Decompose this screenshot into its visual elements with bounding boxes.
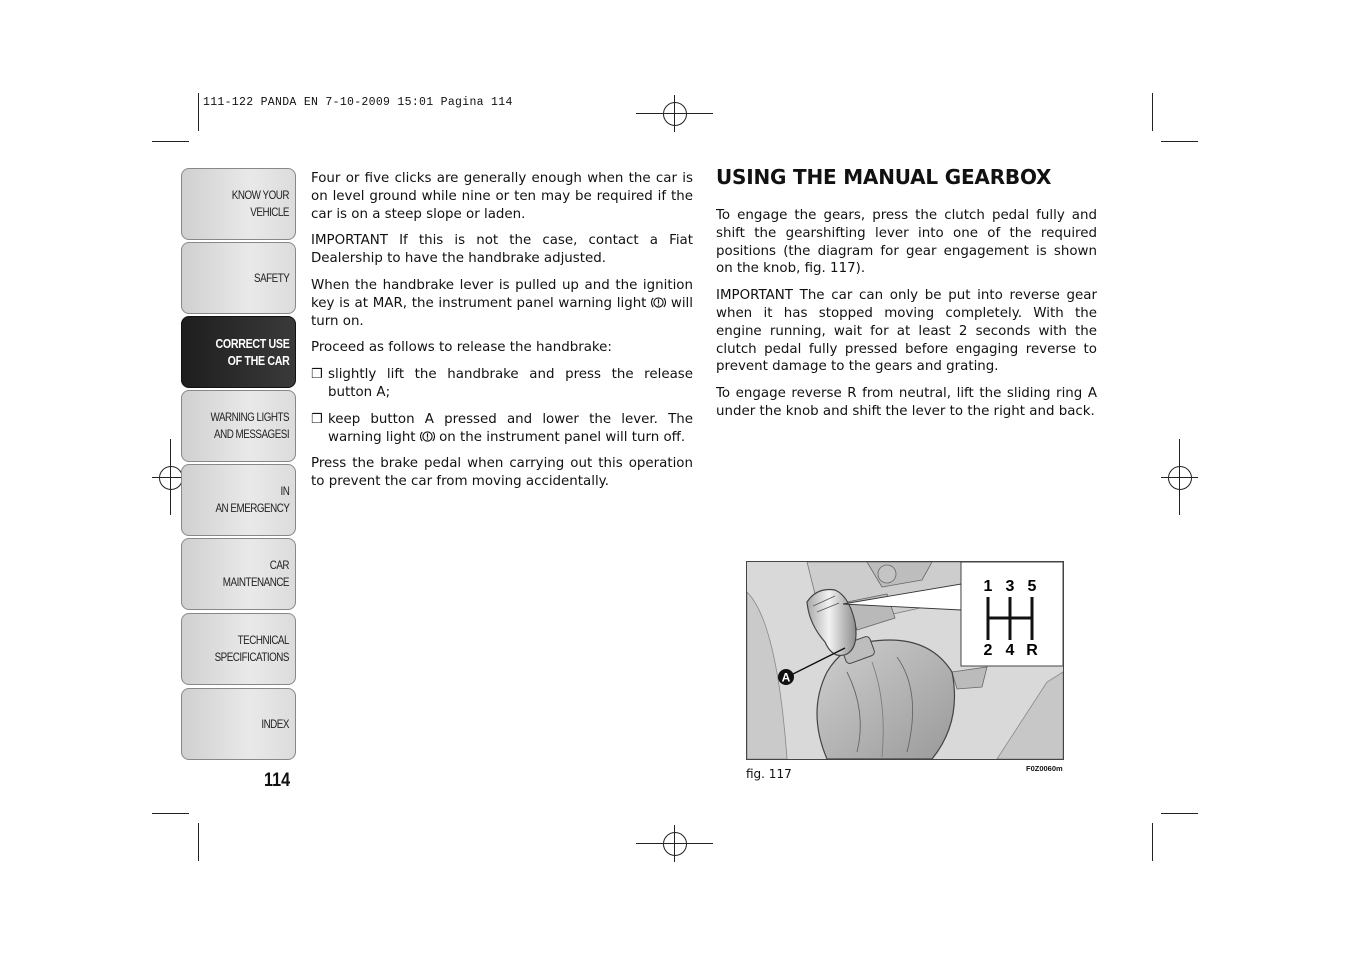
page-number: 114 <box>264 770 291 791</box>
left-column <box>311 170 693 500</box>
gearbox-figure <box>746 561 1064 760</box>
section-heading: USING THE MANUAL GEARBOX <box>716 165 1052 189</box>
figure-caption: fig. 117 <box>746 767 792 781</box>
tab-technical-specifications[interactable]: TECHNICAL SPECIFICATIONS <box>181 613 296 685</box>
paragraph: To engage the gears, press the clutch pedal fully and shift the gearshifting lever into one of the required positions (the diagram for gear engagement is shown on the knob, fig. 117). <box>716 208 1097 277</box>
paragraph: Four or five clicks are generally enough when the car is on level ground while nine or ten may be required if the car is on a steep slope or laden. <box>311 171 693 222</box>
paragraph: IMPORTANT The car can only be put into reverse gear when it has stopped moving completely. With the engine running, wait for at least 2 seconds with the clutch pedal fully pressed before engaging reverse to prevent damage to the gears and grating. <box>716 288 1097 375</box>
gear-label: R <box>1026 642 1038 659</box>
gear-label: 4 <box>1005 642 1015 659</box>
paragraph: Proceed as follows to release the handbrake: <box>311 340 612 356</box>
paragraph: To engage reverse R from neutral, lift the sliding ring A under the knob and shift the lever to the right and back. <box>716 386 1097 419</box>
tab-safety[interactable]: SAFETY <box>181 242 296 314</box>
tab-warning-lights[interactable]: WARNING LIGHTS AND MESSAGESI <box>181 390 296 462</box>
tab-emergency[interactable]: IN AN EMERGENCY <box>181 464 296 536</box>
paragraph: When the handbrake lever is pulled up and the ignition key is at MAR, the instrument panel warning light will turn on. <box>311 277 693 329</box>
tab-know-your-vehicle[interactable]: KNOW YOUR VEHICLE <box>181 168 296 240</box>
handbrake-warning-icon <box>651 296 666 309</box>
gear-label: 3 <box>1005 578 1015 595</box>
paragraph: Press the brake pedal when carrying out this operation to prevent the car from moving accidentally. <box>311 456 693 490</box>
tab-car-maintenance[interactable]: CAR MAINTENANCE <box>181 538 296 610</box>
figure-code: F0Z0060m <box>1026 764 1063 773</box>
callout-label: A <box>781 670 791 685</box>
tab-correct-use[interactable]: CORRECT USE OF THE CAR <box>181 316 296 388</box>
gear-lever-illustration <box>747 562 1063 759</box>
checkbox-bullet-icon: ❒ <box>311 411 323 427</box>
gear-label: 5 <box>1027 578 1037 595</box>
print-slug: 111-122 PANDA EN 7-10-2009 15:01 Pagina 114 <box>203 96 513 109</box>
checkbox-bullet-icon: ❒ <box>311 367 323 383</box>
right-column <box>716 207 1097 430</box>
handbrake-warning-icon <box>420 430 435 443</box>
gear-label: 2 <box>983 642 993 659</box>
tab-index[interactable]: INDEX <box>181 688 296 760</box>
gear-shift-pattern <box>984 578 1039 659</box>
gear-label: 1 <box>983 578 993 595</box>
paragraph: IMPORTANT If this is not the case, contact a Fiat Dealership to have the handbrake adjusted. <box>311 233 693 267</box>
list-item: ❒ keep button A pressed and lower the lever. The warning light on the instrument panel will turn off. <box>311 411 693 445</box>
list-item: ❒ slightly lift the handbrake and press the release button A; <box>311 367 693 400</box>
